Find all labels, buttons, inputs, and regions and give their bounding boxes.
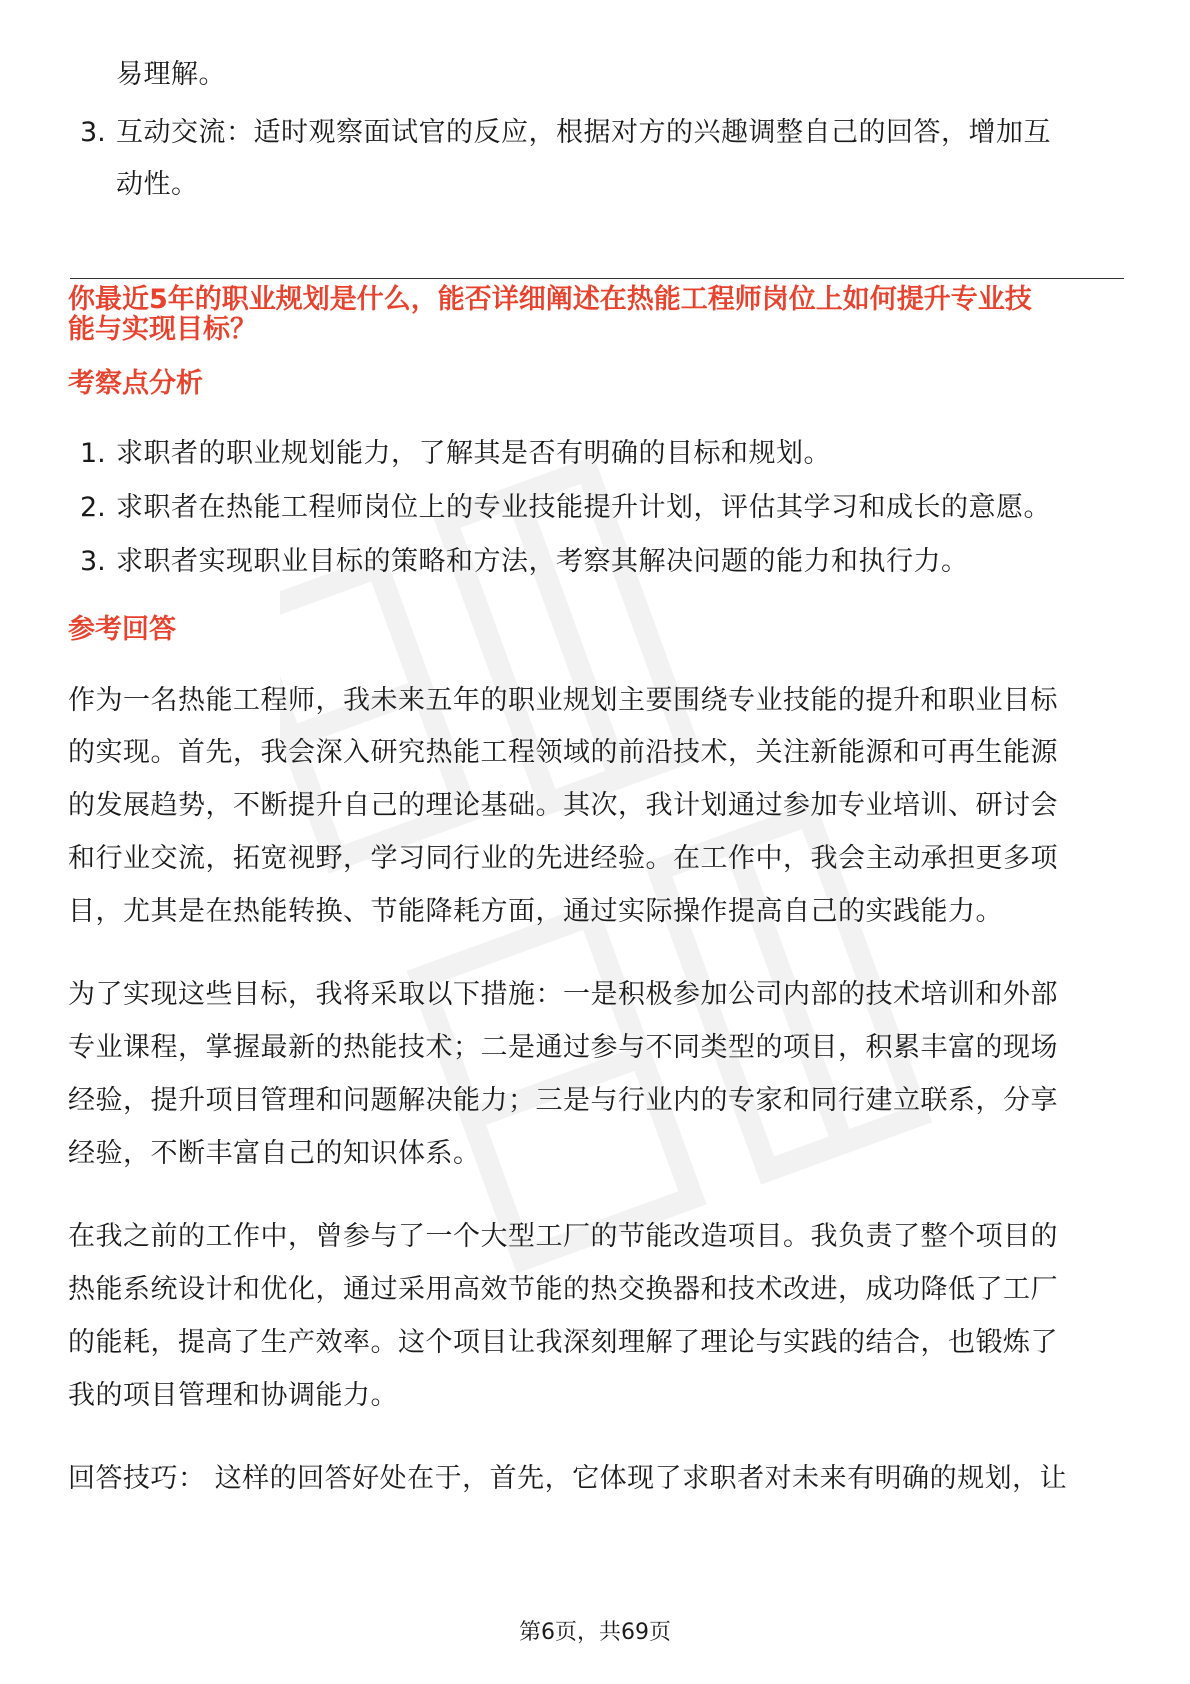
analysis-item-3-number: 3. (80, 546, 106, 577)
question-heading-line-2: 能与实现目标？ (68, 314, 257, 345)
paragraph-3-line-3: 的能耗，提高了生产效率。这个项目让我深刻理解了理论与实践的结合，也锻炼了 (68, 1327, 1058, 1358)
paragraph-1-line-3: 的发展趋势，不断提升自己的理论基础。其次，我计划通过参加专业培训、研讨会 (68, 790, 1058, 821)
answer-tip-line: 回答技巧： 这样的回答好处在于，首先，它体现了求职者对未来有明确的规划，让 (68, 1463, 1068, 1494)
paragraph-1-line-1: 作为一名热能工程师，我未来五年的职业规划主要围绕专业技能的提升和职业目标 (68, 685, 1058, 716)
paragraph-3-line-4: 我的项目管理和协调能力。 (68, 1380, 398, 1411)
prev-item-3-line-1: 互动交流：适时观察面试官的反应，根据对方的兴趣调整自己的回答，增加互 (116, 117, 1051, 148)
paragraph-3-line-2: 热能系统设计和优化，通过采用高效节能的热交换器和技术改进，成功降低了工厂 (68, 1274, 1058, 1305)
paragraph-1-line-2: 的实现。首先，我会深入研究热能工程领域的前沿技术，关注新能源和可再生能源 (68, 737, 1058, 768)
paragraph-1-line-5: 目，尤其是在热能转换、节能降耗方面，通过实际操作提高自己的实践能力。 (68, 896, 1003, 927)
analysis-item-2-text: 求职者在热能工程师岗位上的专业技能提升计划，评估其学习和成长的意愿。 (116, 492, 1051, 523)
prev-item-3-line-2: 动性。 (116, 169, 199, 200)
analysis-item-2-number: 2. (80, 492, 106, 523)
reference-heading: 参考回答 (68, 614, 176, 645)
analysis-item-1-number: 1. (80, 438, 106, 469)
paragraph-2-line-1: 为了实现这些目标，我将采取以下措施：一是积极参加公司内部的技术培训和外部 (68, 979, 1058, 1010)
question-heading-line-1: 你最近5年的职业规划是什么，能否详细阐述在热能工程师岗位上如何提升专业技 (68, 284, 1032, 315)
paragraph-2-line-3: 经验，提升项目管理和问题解决能力；三是与行业内的专家和同行建立联系，分享 (68, 1085, 1058, 1116)
paragraph-2-line-4: 经验，不断丰富自己的知识体系。 (68, 1138, 481, 1169)
paragraph-3-line-1: 在我之前的工作中，曾参与了一个大型工厂的节能改造项目。我负责了整个项目的 (68, 1221, 1058, 1252)
analysis-item-3-text: 求职者实现职业目标的策略和方法，考察其解决问题的能力和执行力。 (116, 546, 969, 577)
analysis-heading: 考察点分析 (68, 368, 203, 399)
section-divider (70, 278, 1124, 279)
prev-item-2-tail: 易理解。 (116, 59, 226, 90)
paragraph-1-line-4: 和行业交流，拓宽视野，学习同行业的先进经验。在工作中，我会主动承担更多项 (68, 843, 1058, 874)
paragraph-2-line-2: 专业课程，掌握最新的热能技术；二是通过参与不同类型的项目，积累丰富的现场 (68, 1032, 1058, 1063)
page-footer: 第6页，共69页 (519, 1620, 671, 1645)
prev-item-3-number: 3. (80, 117, 106, 148)
analysis-item-1-text: 求职者的职业规划能力，了解其是否有明确的目标和规划。 (116, 438, 831, 469)
